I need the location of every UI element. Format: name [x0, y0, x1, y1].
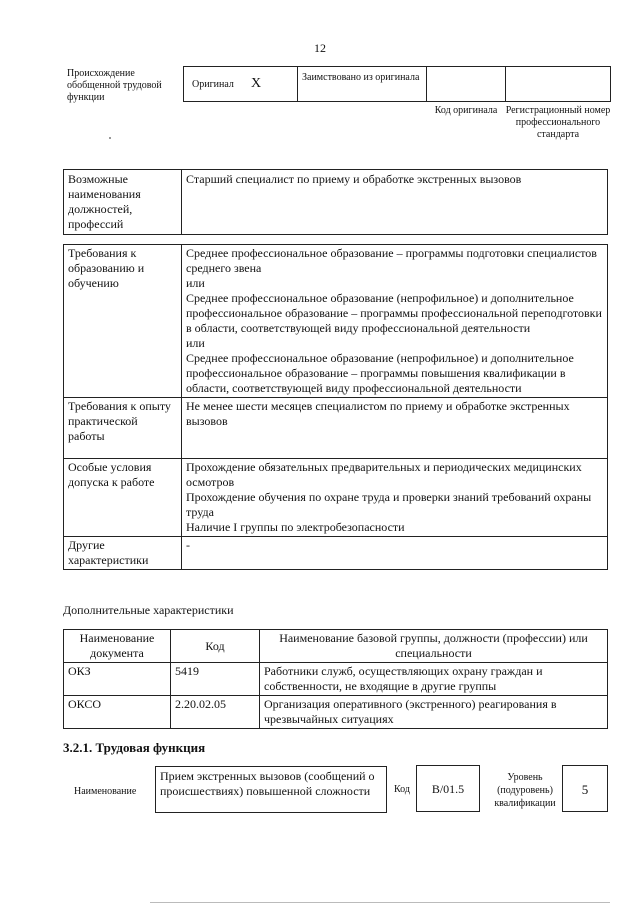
- requirement-line: Не менее шести месяцев специалистом по приему и обработке экстренных вызовов: [186, 399, 570, 428]
- requirement-line: или: [186, 276, 205, 290]
- original-mark: X: [251, 76, 262, 91]
- table-cell: Организация оперативного (экстренного) реагирования в чрезвычайных ситуациях: [260, 696, 608, 729]
- borrowed-label: Заимствовано из оригинала: [302, 72, 420, 83]
- positions-label: Возможные наименования должностей, профессий: [64, 170, 182, 235]
- table-row: [64, 537, 608, 570]
- requirement-label: Другие характеристики: [64, 537, 182, 570]
- qualification-level-label: Уровень (подуровень) квалификации: [494, 772, 556, 809]
- requirements-table: [63, 244, 608, 570]
- origin-label: Происхождение обобщенной трудовой функции: [67, 68, 162, 103]
- positions-value: Старший специалист по приему и обработке экстренных вызовов: [182, 170, 608, 235]
- table-header-row: [64, 630, 608, 663]
- scan-dot: [109, 137, 111, 139]
- table-row: [64, 398, 608, 459]
- table-cell: ОКЗ: [64, 663, 171, 696]
- column-header: Код: [171, 630, 260, 663]
- table-cell: Работники служб, осуществляющих охрану граждан и собственности, не входящие в другие группы: [260, 663, 608, 696]
- function-code-value: B/01.5: [416, 765, 480, 812]
- requirement-label: Требования к образованию и обучению: [64, 245, 182, 398]
- additional-table: [63, 629, 608, 729]
- requirement-line: Наличие I группы по электробезопасности: [186, 520, 405, 534]
- requirement-label: Требования к опыту практической работы: [64, 398, 182, 459]
- function-name-value: Прием экстренных вызовов (сообщений о происшествиях) повышенной сложности: [155, 766, 387, 813]
- page-number: 12: [314, 41, 326, 55]
- origin-table: [183, 66, 611, 102]
- reg-number-caption: Регистрационный номер профессионального стандарта: [505, 105, 611, 140]
- additional-title: Дополнительные характеристики: [63, 603, 234, 617]
- table-cell: 2.20.02.05: [171, 696, 260, 729]
- requirement-line: Прохождение обязательных предварительных и периодических медицинских осмотров: [186, 460, 582, 489]
- qualification-level-value: 5: [562, 765, 608, 812]
- original-label: Оригинал: [192, 79, 234, 90]
- table-row: [64, 245, 608, 398]
- origin-code-cell: [427, 67, 506, 101]
- requirement-value: [182, 398, 608, 459]
- origin-borrowed-cell: [298, 67, 427, 101]
- requirement-line: Среднее профессиональное образование (непрофильное) и дополнительное профессиональное образование – программы повышения квалификации в области, соответствующей виду профессиональной деятельности: [186, 351, 574, 395]
- table-cell: 5419: [171, 663, 260, 696]
- requirement-line: Среднее профессиональное образование (непрофильное) и дополнительное профессиональное образование – программы профессиональной переподготовки в области, соответствующей виду профессиональной деятельности: [186, 291, 602, 335]
- function-code-label: Код: [394, 784, 410, 795]
- table-row: [64, 170, 608, 235]
- table-row: [64, 459, 608, 537]
- column-header: Наименование документа: [64, 630, 171, 663]
- requirement-value: [182, 537, 608, 570]
- requirement-value: [182, 459, 608, 537]
- column-header: Наименование базовой группы, должности (профессии) или специальности: [260, 630, 608, 663]
- requirement-value: [182, 245, 608, 398]
- table-row: [64, 663, 608, 696]
- positions-table: [63, 169, 608, 235]
- section-title: 3.2.1. Трудовая функция: [63, 740, 206, 755]
- requirement-line: -: [186, 538, 190, 552]
- origin-reg-cell: [506, 67, 612, 101]
- table-cell: ОКСО: [64, 696, 171, 729]
- requirement-line: Прохождение обучения по охране труда и проверки знаний требований охраны труда: [186, 490, 592, 519]
- table-row: [64, 696, 608, 729]
- code-caption: Код оригинала: [434, 105, 498, 116]
- requirement-line: Среднее профессиональное образование – программы подготовки специалистов среднего звена: [186, 246, 597, 275]
- scan-edge-line: [150, 902, 610, 903]
- origin-original-cell: [184, 67, 298, 101]
- requirement-line: или: [186, 336, 205, 350]
- function-name-label: Наименование: [74, 786, 137, 797]
- requirement-label: Особые условия допуска к работе: [64, 459, 182, 537]
